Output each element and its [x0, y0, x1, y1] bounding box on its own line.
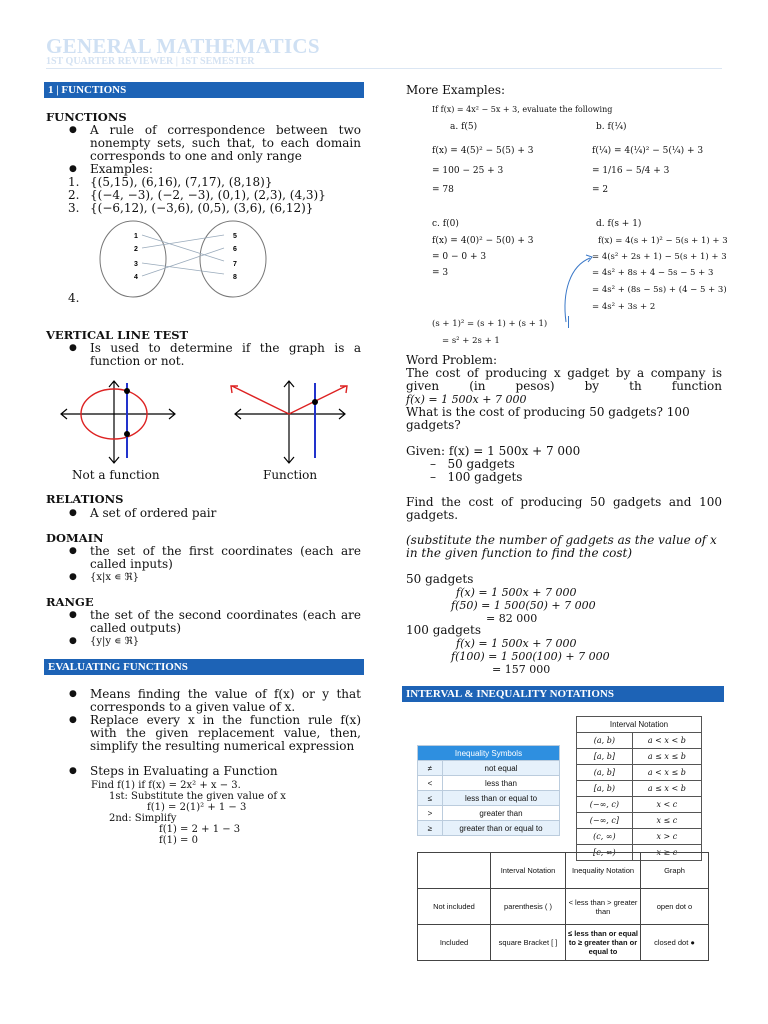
step-1-label: 1st: Substitute the given value of x: [109, 791, 286, 802]
given-line: Given: f(x) = 1 500x + 7 000: [406, 444, 581, 458]
symbol-cell: ≥: [418, 821, 443, 836]
mapping-domain-1: 1: [134, 233, 138, 240]
interval-row: [577, 733, 702, 749]
expansion-arrow: [560, 252, 600, 326]
example-c-step-3: = 3: [432, 268, 449, 278]
meaning-cell: less than: [443, 776, 560, 791]
example-b-step-3: = 2: [592, 185, 609, 195]
inequality-cell: x < c: [632, 797, 701, 813]
corner-cell: [418, 853, 491, 889]
interval-cell: [c, ∞): [577, 845, 633, 861]
domain-heading: DOMAIN: [46, 531, 104, 545]
example-d-step-2: = 4(s² + 2s + 1) − 5(s + 1) + 3: [592, 252, 727, 262]
example-number-2: 2.: [68, 188, 80, 202]
row-included-label: Included: [418, 925, 491, 961]
example-c-label: c. f(0): [432, 219, 459, 229]
hundred-gadgets-result: = 157 000: [492, 663, 551, 676]
page-subtitle: 1ST QUARTER REVIEWER | 1ST SEMESTER: [46, 56, 255, 67]
find-statement: Find the cost of producing 50 gadgets and 100 gadgets.: [406, 495, 722, 522]
domain-definition: ● the set of the first coordinates (each are called inputs): [90, 545, 361, 571]
word-problem-label: Word Problem:: [406, 353, 498, 367]
mapping-domain-4: 4: [134, 274, 138, 281]
interval-row: [577, 829, 702, 845]
row-not-included-label: Not included: [418, 889, 491, 925]
hundred-gadgets-step-1: f(x) = 1 500x + 7 000: [456, 637, 577, 650]
interval-cell: (c, ∞): [577, 829, 633, 845]
mapping-range-5: 5: [233, 233, 237, 240]
fifty-gadgets-step-2: f(50) = 1 500(50) + 7 000: [451, 599, 596, 612]
inequality-row: [418, 806, 560, 821]
given-item-1: – 50 gadgets: [430, 457, 515, 471]
functions-heading: FUNCTIONS: [46, 110, 127, 124]
relations-definition: ● A set of ordered pair: [90, 507, 216, 520]
word-problem-function: f(x) = 1 500x + 7 000: [406, 393, 527, 406]
given-item-2-text: 100 gadgets: [447, 470, 523, 484]
example-c-step-2: = 0 − 0 + 3: [432, 252, 487, 262]
inequality-row: [418, 761, 560, 776]
interval-cell: (a, b): [577, 733, 633, 749]
range-set: ● {y|y ∊ ℜ}: [90, 635, 139, 648]
inequality-cell: a ≤ x < b: [632, 781, 701, 797]
example-a-step-2: = 100 − 25 + 3: [432, 166, 504, 176]
meaning-cell: less than or equal to: [443, 791, 560, 806]
eval-bullet-3: ● Steps in Evaluating a Function: [90, 765, 278, 778]
given-item-1-text: 50 gadgets: [447, 457, 515, 471]
not-included-interval: parenthesis ( ): [491, 889, 566, 925]
interval-cell: (−∞, c]: [577, 813, 633, 829]
included-graph: closed dot ●: [641, 925, 709, 961]
fifty-gadgets-label: 50 gadgets: [406, 572, 474, 586]
mapping-domain-3: 3: [134, 261, 138, 268]
meaning-cell: not equal: [443, 761, 560, 776]
given-item-2: – 100 gadgets: [430, 470, 523, 484]
interval-table-header: Interval Notation: [577, 717, 702, 733]
included-inequality: ≤ less than or equal to ≥ greater than or equal to: [566, 925, 641, 961]
relations-heading: RELATIONS: [46, 492, 124, 506]
eval-bullet-1: ● Means finding the value of f(x) or y that corresponds to a given value of x.: [90, 688, 361, 714]
word-problem-text: The cost of producing x gadget by a company is given (in pesos) by th function: [406, 366, 722, 393]
domain-set: ● {x|x ∊ ℜ}: [90, 571, 139, 584]
header-graph: Graph: [641, 853, 709, 889]
hundred-gadgets-step-2: f(100) = 1 500(100) + 7 000: [451, 650, 610, 663]
example-2: {(−4, −3), (−2, −3), (0,1), (2,3), (4,3)}: [90, 188, 326, 202]
interval-cell: [a, b): [577, 781, 633, 797]
inequality-cell: a < x ≤ b: [632, 765, 701, 781]
not-included-inequality: < less than > greater than: [566, 889, 641, 925]
example-b-label: b. f(¼): [596, 122, 627, 132]
symbol-cell: <: [418, 776, 443, 791]
not-function-graph: [58, 378, 178, 464]
example-b-step-1: f(¼) = 4(¼)² − 5(¼) + 3: [592, 146, 704, 156]
symbol-cell: ≠: [418, 761, 443, 776]
more-examples-label: More Examples:: [406, 83, 506, 97]
expansion-bracket: [568, 316, 569, 328]
meaning-cell: greater than or equal to: [443, 821, 560, 836]
inequality-cell: x > c: [632, 829, 701, 845]
vlt-heading: VERTICAL LINE TEST: [46, 328, 189, 342]
range-heading: RANGE: [46, 595, 94, 609]
example-a-step-3: = 78: [432, 185, 454, 195]
inequality-cell: x ≤ c: [632, 813, 701, 829]
word-problem-question: What is the cost of producing 50 gadgets? 100 gadgets?: [406, 405, 690, 432]
inequality-row: [418, 776, 560, 791]
function-graph: [228, 378, 352, 464]
example-number-3: 3.: [68, 201, 80, 215]
example-d-label: d. f(s + 1): [596, 219, 642, 229]
inequality-cell: a < x < b: [632, 733, 701, 749]
inequality-cell: a ≤ x ≤ b: [632, 749, 701, 765]
fifty-gadgets-step-1: f(x) = 1 500x + 7 000: [456, 586, 577, 599]
symbol-cell: >: [418, 806, 443, 821]
interval-cell: (−∞, c): [577, 797, 633, 813]
included-interval: square Bracket [ ]: [491, 925, 566, 961]
eval-bullet-2: ● Replace every x in the function rule f(x) with the given replacement value, then, simplify the resulting numerical expression: [90, 714, 361, 753]
interval-row: [577, 749, 702, 765]
interval-cell: [a, b]: [577, 749, 633, 765]
fifty-gadgets-result: = 82 000: [486, 612, 538, 625]
step-2-expr: f(1) = 2 + 1 − 3: [159, 824, 241, 835]
mapping-range-8: 8: [233, 274, 237, 281]
inequality-symbols-table: [417, 745, 560, 836]
example-d-step-5: = 4s² + 3s + 2: [592, 302, 656, 312]
interval-cell: (a, b]: [577, 765, 633, 781]
inequality-table-header: Inequality Symbols: [418, 746, 560, 761]
header-interval-notation: Interval Notation: [491, 853, 566, 889]
example-1: {(5,15), (6,16), (7,17), (8,18)}: [90, 175, 273, 189]
function-caption: Function: [263, 468, 318, 482]
example-d-step-4: = 4s² + (8s − 5s) + (4 − 5 + 3): [592, 285, 727, 295]
examples-label: ● Examples:: [90, 163, 153, 176]
interval-notation-table: [576, 716, 702, 861]
not-function-caption: Not a function: [72, 468, 160, 482]
function-definition: ● A rule of correspondence between two nonempty sets, such that, to each domain corresponds to one and only range: [90, 124, 361, 163]
inequality-cell: x ≥ c: [632, 845, 701, 861]
example-number-4: 4.: [68, 291, 80, 305]
interval-row: [577, 813, 702, 829]
interval-row: [577, 797, 702, 813]
step-find: Find f(1) if f(x) = 2x² + x − 3.: [91, 780, 241, 791]
inequality-row: [418, 791, 560, 806]
square-expansion-1: (s + 1)² = (s + 1) + (s + 1): [432, 319, 548, 329]
mapping-range-6: 6: [233, 246, 237, 253]
mapping-range-7: 7: [233, 261, 237, 268]
example-a-step-1: f(x) = 4(5)² − 5(5) + 3: [432, 146, 534, 156]
example-b-step-2: = 1/16 − 5/4 + 3: [592, 166, 670, 176]
section-bar-evaluating: EVALUATING FUNCTIONS: [44, 659, 364, 675]
step-result: f(1) = 0: [159, 835, 198, 846]
step-2-label: 2nd: Simplify: [109, 813, 177, 824]
interval-row: [577, 781, 702, 797]
section-bar-interval: INTERVAL & INEQUALITY NOTATIONS: [402, 686, 724, 702]
section-bar-functions: 1 | FUNCTIONS: [44, 82, 364, 98]
example-3: {(−6,12), (−3,6), (0,5), (3,6), (6,12)}: [90, 201, 314, 215]
notation-comparison-table: [417, 852, 709, 961]
examples-prompt: If f(x) = 4x² − 5x + 3, evaluate the following: [432, 105, 613, 114]
step-1-expr: f(1) = 2(1)² + 1 − 3: [147, 802, 247, 813]
example-a-label: a. f(5): [450, 122, 478, 132]
inequality-row: [418, 821, 560, 836]
square-expansion-2: = s² + 2s + 1: [442, 336, 500, 346]
mapping-domain-2: 2: [134, 246, 138, 253]
header-inequality-notation: Inequality Notation: [566, 853, 641, 889]
substitution-note: (substitute the number of gadgets as the value of x in the given function to find the cost): [406, 533, 717, 560]
interval-row: [577, 765, 702, 781]
mapping-diagram: [96, 218, 276, 300]
meaning-cell: greater than: [443, 806, 560, 821]
example-d-step-1: f(x) = 4(s + 1)² − 5(s + 1) + 3: [598, 236, 728, 246]
example-number-1: 1.: [68, 175, 80, 189]
example-d-step-3: = 4s² + 8s + 4 − 5s − 5 + 3: [592, 268, 714, 278]
example-c-step-1: f(x) = 4(0)² − 5(0) + 3: [432, 236, 534, 246]
vlt-definition: ● Is used to determine if the graph is a function or not.: [90, 342, 361, 368]
header-divider: [46, 68, 722, 69]
page-title: GENERAL MATHEMATICS: [46, 34, 320, 58]
symbol-cell: ≤: [418, 791, 443, 806]
not-included-graph: open dot o: [641, 889, 709, 925]
hundred-gadgets-label: 100 gadgets: [406, 623, 481, 637]
range-definition: ● the set of the second coordinates (each are called outputs): [90, 609, 361, 635]
